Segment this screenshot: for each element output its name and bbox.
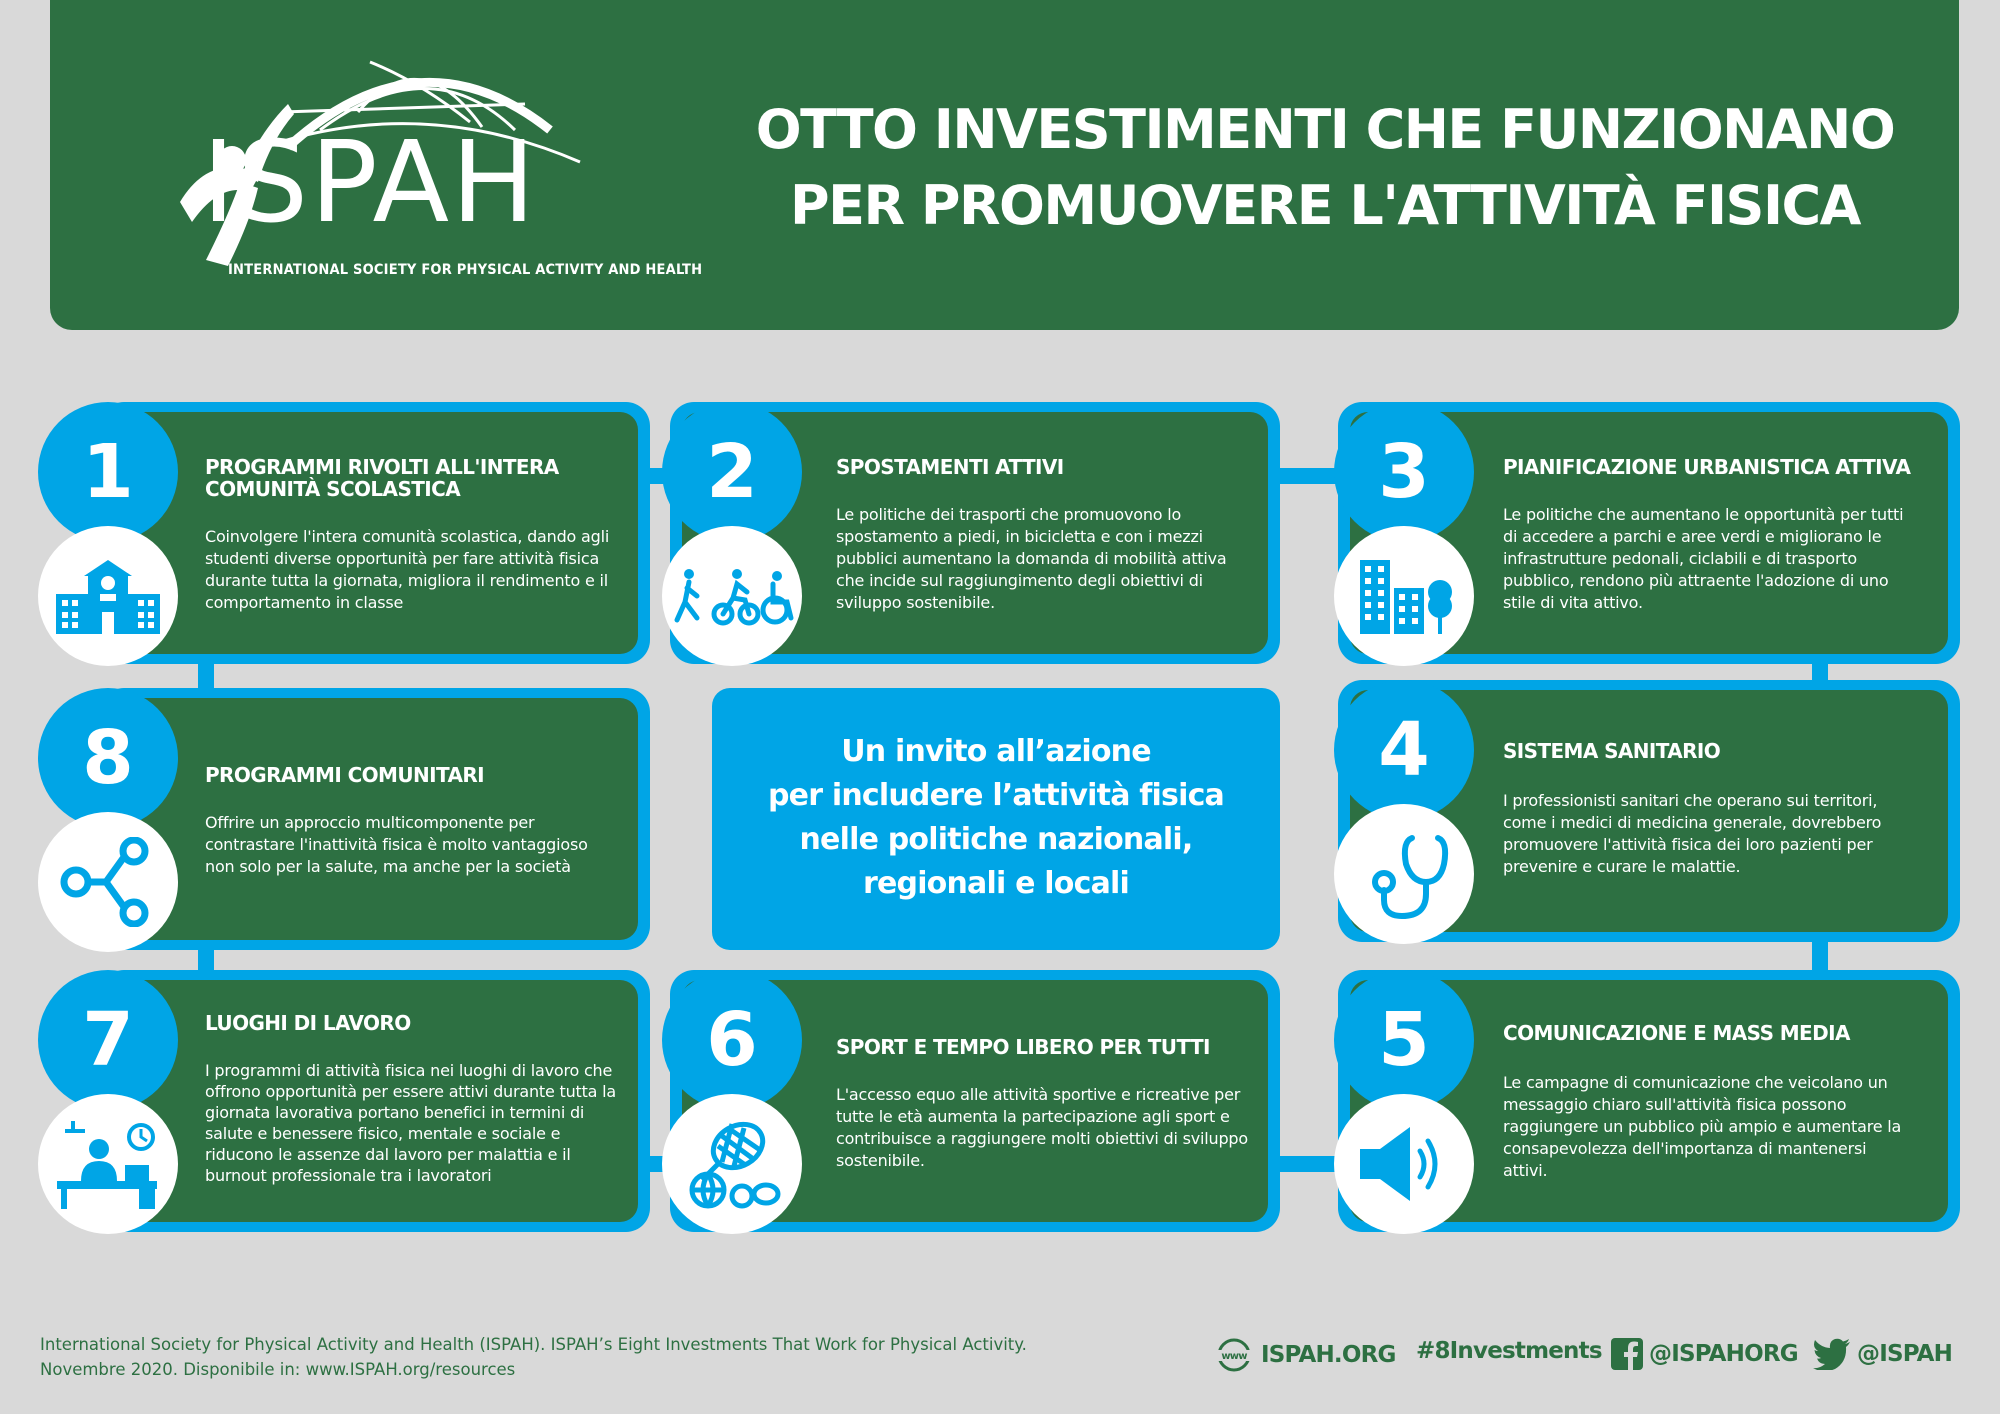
connector-8-1 [198,660,214,690]
website-icon-text: www [1221,1351,1247,1362]
investment-number-4: 4 [1334,680,1474,820]
network-icon [58,837,158,927]
investment-description: Offrire un approccio multicomponente per contrastare l'inattività fisica è molto vantaggioso non solo per la salute, ma anche per la società [205,813,588,876]
investment-icon-circle-2 [662,526,802,666]
workplace-icon [53,1119,163,1209]
page-title-line-2: PER PROMUOVERE L'ATTIVITÀ FISICA [790,174,1860,237]
investment-description: I programmi di attività fisica nei luoghi di lavoro che offrono opportunità per essere attivi durante tutta la giornata lavorativa portano benefici in termini di salute e benessere fisico, mentale e sociale e riducono le assenze dal lavoro per malattia e il burnout professionale tra i lavoratori [205,1061,617,1185]
hashtag-link[interactable] [1416,1338,1602,1364]
investment-card-7 [112,980,638,1222]
investment-description: Le politiche dei trasporti che promuovono lo spostamento a piedi, in bicicletta e con i mezzi pubblici aumentano la domanda di mobilità attiva che incide sul raggiungimento degli obiettivi di sviluppo sostenibile. [836,505,1227,612]
facebook-icon [1611,1338,1643,1370]
investment-number-5: 5 [1334,970,1474,1110]
citation-line-1: International Society for Physical Activity and Health (ISPAH). ISPAH’s Eight Investments That Work for Physical Activity. [40,1335,1027,1354]
investment-number-6: 6 [662,970,802,1110]
investment-title: SPOSTAMENTI ATTIVI [836,455,1064,479]
investment-description: Le campagne di comunicazione che veicolano un messaggio chiaro sull'attività fisica possono raggiungere un pubblico più ampio e aumentare la consapevolezza dell'importanza di mantenersi attivi. [1503,1073,1902,1180]
page-title [690,92,1960,244]
investment-description: Coinvolgere l'intera comunità scolastica, dando agli studenti diverse opportunità per fare attività fisica durante tutta la giornata, migliora il rendimento e il comportamento in classe [205,527,610,612]
investment-icon-circle-5 [1334,1094,1474,1234]
speaker-icon [1354,1119,1454,1209]
sports-balls-icon [682,1114,782,1214]
investment-title: COMUNICAZIONE E MASS MEDIA [1503,1021,1850,1045]
facebook-link[interactable] [1611,1338,1798,1370]
investment-number-8: 8 [38,688,178,828]
twitter-icon [1813,1338,1851,1370]
investment-title: PROGRAMMI RIVOLTI ALL'INTERA COMUNITÀ SCOLASTICA [205,455,559,501]
website-link[interactable] [1213,1338,1396,1372]
investment-title: LUOGHI DI LAVORO [205,1011,411,1035]
twitter-label: @ISPAH [1857,1341,1953,1367]
investment-description: Le politiche che aumentano le opportunità per tutti di accedere a parchi e aree verdi e migliorano le infrastrutture pedonali, ciclabili e di trasporto pubblico, rendono più attraente l'adozione di uno stile di vita attivo. [1503,505,1904,612]
investment-icon-circle-7 [38,1094,178,1234]
logo-wordmark: ISPAH [202,118,538,248]
investment-number-1: 1 [38,402,178,542]
investment-icon-circle-4 [1334,804,1474,944]
hashtag-label: #8Investments [1416,1338,1602,1364]
citation [40,1332,1027,1382]
stethoscope-icon [1354,824,1454,924]
globe-icon [1213,1338,1255,1372]
school-icon [48,556,168,636]
investment-title: SISTEMA SANITARIO [1503,739,1721,763]
logo-subtitle: INTERNATIONAL SOCIETY FOR PHYSICAL ACTIVITY AND HEALTH [228,262,703,278]
investment-icon-circle-1 [38,526,178,666]
facebook-label: @ISPAHORG [1649,1341,1798,1367]
call-to-action-line-1: Un invito all’azione [841,734,1151,769]
investment-number-3: 3 [1334,402,1474,542]
call-to-action-line-4: regionali e locali [862,866,1129,901]
page-title-line-1: OTTO INVESTIMENTI CHE FUNZIONANO [755,98,1895,161]
call-to-action-line-2: per includere l’attività fisica [768,778,1224,813]
investment-description: I professionisti sanitari che operano sui territori, come i medici di medicina generale, dovrebbero promuovere l'attività fisica dei loro pazienti per prevenire e curare le malattie. [1503,791,1882,876]
investment-number-7: 7 [38,970,178,1110]
investment-title: PIANIFICAZIONE URBANISTICA ATTIVA [1503,455,1911,479]
active-transport-icon [669,566,795,626]
investment-description: L'accesso equo alle attività sportive e ricreative per tutte le età aumenta la partecipazione agli sport e contribuisce a raggiungere molti obiettivi di sviluppo sostenibile. [836,1085,1248,1170]
investment-title: PROGRAMMI COMUNITARI [205,763,484,787]
citation-line-2: Novembre 2020. Disponibile in: www.ISPAH.org/resources [40,1360,516,1379]
call-to-action-box [712,688,1280,950]
investment-card-8 [112,698,638,940]
investment-icon-circle-8 [38,812,178,952]
investment-icon-circle-3 [1334,526,1474,666]
investment-card-1 [112,412,638,654]
twitter-link[interactable] [1813,1338,1952,1370]
call-to-action-line-3: nelle politiche nazionali, [799,822,1193,857]
header-banner [50,0,1959,330]
city-icon [1354,558,1454,634]
website-label: ISPAH.ORG [1261,1342,1396,1368]
investment-title: SPORT E TEMPO LIBERO PER TUTTI [836,1035,1210,1059]
investment-icon-circle-6 [662,1094,802,1234]
investment-number-2: 2 [662,402,802,542]
